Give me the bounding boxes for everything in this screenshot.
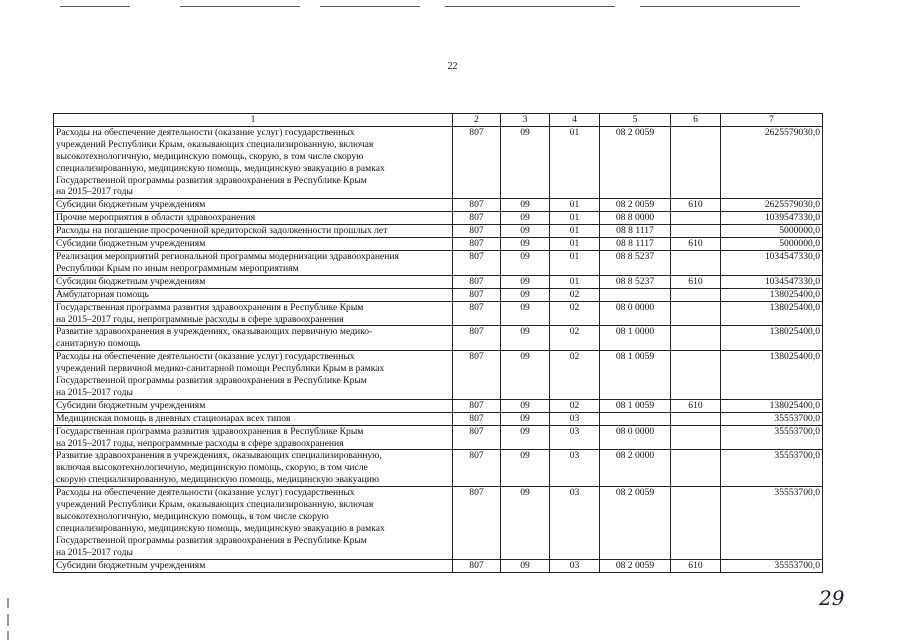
description-line: высокотехнологичную, медицинскую помощь, скорую, в том числе скорую (56, 150, 364, 162)
amount: 1034547330,0 (721, 275, 823, 288)
table-row (54, 326, 823, 351)
amount: 138025400,0 (721, 288, 823, 301)
row-description (54, 250, 453, 275)
subsection-code: 03 (550, 425, 600, 450)
expense-type-code: 610 (671, 275, 721, 288)
amount: 35553700,0 (721, 412, 823, 425)
subsection-code: 02 (550, 351, 600, 400)
section-code: 09 (501, 412, 550, 425)
table-row (54, 250, 823, 275)
section-code: 09 (501, 212, 550, 225)
amount: 2625579030,0 (721, 199, 823, 212)
table-row (54, 425, 823, 450)
amount: 138025400,0 (721, 351, 823, 400)
ministry-code: 807 (453, 399, 501, 412)
description-line: Амбулаторная помощь (56, 288, 149, 300)
handwritten-number: 29 (819, 586, 845, 610)
row-description (54, 301, 453, 326)
row-description (54, 126, 453, 198)
row-description (54, 450, 453, 487)
target-article-code: 08 2 0059 (600, 559, 671, 572)
section-code: 09 (501, 326, 550, 351)
description-line: специализированную, медицинскую помощь, медицинскую эвакуацию в рамках (56, 522, 385, 534)
row-description (54, 425, 453, 450)
description-line: учреждений Республики Крым, оказывающих специализированную, включая (56, 138, 374, 150)
description-line: Прочие мероприятия в области здравоохранения (56, 212, 256, 224)
description-line: Субсидии бюджетным учреждениям (56, 275, 206, 287)
margin-mark (7, 598, 9, 640)
ministry-code: 807 (453, 301, 501, 326)
expense-type-code (671, 288, 721, 301)
subsection-code: 01 (550, 250, 600, 275)
description-line: Расходы на обеспечение деятельности (оказание услуг) государственных (56, 126, 355, 138)
table-row (54, 275, 823, 288)
section-code: 09 (501, 425, 550, 450)
expense-type-code (671, 412, 721, 425)
row-description (54, 351, 453, 400)
row-description (54, 412, 453, 425)
ministry-code: 807 (453, 425, 501, 450)
column-header: 1 (54, 114, 453, 127)
section-code: 09 (501, 126, 550, 198)
ministry-code: 807 (453, 450, 501, 487)
section-code: 09 (501, 275, 550, 288)
ministry-code: 807 (453, 212, 501, 225)
table-row (54, 301, 823, 326)
row-description (54, 559, 453, 572)
description-line: Развитие здравоохранения в учреждениях, оказывающих первичную медико- (56, 326, 373, 338)
table-row (54, 559, 823, 572)
row-description (54, 326, 453, 351)
target-article-code: 08 2 0059 (600, 199, 671, 212)
target-article-code: 08 8 5237 (600, 250, 671, 275)
ministry-code: 807 (453, 487, 501, 559)
expense-type-code: 610 (671, 238, 721, 251)
description-line: учреждений первичной медико-санитарной помощи Республики Крым в рамках (56, 363, 385, 375)
ministry-code: 807 (453, 238, 501, 251)
amount: 5000000,0 (721, 238, 823, 251)
expense-type-code (671, 126, 721, 198)
description-line: на 2015–2017 годы, непрограммные расходы в сфере здравоохранения (56, 313, 344, 325)
budget-table (53, 113, 823, 573)
amount: 35553700,0 (721, 487, 823, 559)
table-row (54, 199, 823, 212)
table-row (54, 351, 823, 400)
ministry-code: 807 (453, 126, 501, 198)
target-article-code: 08 8 1117 (600, 238, 671, 251)
description-line: Государственная программа развития здравоохранения в Республике Крым (56, 301, 364, 313)
description-line: скорую специализированную, медицинскую помощь, медицинскую эвакуацию (56, 474, 380, 486)
table-row (54, 399, 823, 412)
target-article-code: 08 8 0000 (600, 212, 671, 225)
description-line: Государственная программа развития здравоохранения в Республике Крым (56, 425, 364, 437)
description-line: специализированную, медицинскую помощь, медицинскую эвакуацию в рамках (56, 162, 385, 174)
description-line: на 2015–2017 годы (56, 386, 133, 398)
amount: 138025400,0 (721, 301, 823, 326)
description-line: Медицинская помощь в дневных стационарах всех типов (56, 412, 291, 424)
section-code: 09 (501, 559, 550, 572)
table-row (54, 487, 823, 559)
expense-type-code: 610 (671, 199, 721, 212)
description-line: Развитие здравоохранения в учреждениях, оказывающих специализированную, (56, 450, 382, 462)
target-article-code: 08 1 0059 (600, 399, 671, 412)
ministry-code: 807 (453, 288, 501, 301)
subsection-code: 02 (550, 288, 600, 301)
subsection-code: 01 (550, 199, 600, 212)
subsection-code: 01 (550, 126, 600, 198)
description-line: включая высокотехнологичную, медицинскую помощь, скорую, в том числе (56, 462, 368, 474)
section-code: 09 (501, 399, 550, 412)
section-code: 09 (501, 351, 550, 400)
table-row (54, 450, 823, 487)
expense-type-code (671, 212, 721, 225)
subsection-code: 01 (550, 238, 600, 251)
subsection-code: 03 (550, 412, 600, 425)
target-article-code: 08 1 0059 (600, 351, 671, 400)
top-border-line (60, 6, 130, 7)
table-header (54, 114, 823, 127)
description-line: Реализация мероприятий региональной программы модернизации здравоохранения (56, 250, 399, 262)
table-row (54, 238, 823, 251)
handwritten-signature (816, 586, 856, 610)
amount: 5000000,0 (721, 225, 823, 238)
section-code: 09 (501, 225, 550, 238)
description-line: Расходы на погашение просроченной кредиторской задолженности прошлых лет (56, 225, 388, 237)
table-body (54, 126, 823, 572)
target-article-code: 08 1 0000 (600, 326, 671, 351)
row-description (54, 212, 453, 225)
amount: 35553700,0 (721, 425, 823, 450)
ministry-code: 807 (453, 559, 501, 572)
subsection-code: 03 (550, 559, 600, 572)
amount: 1039547330,0 (721, 212, 823, 225)
row-description (54, 399, 453, 412)
expense-type-code (671, 225, 721, 238)
target-article-code: 08 8 5237 (600, 275, 671, 288)
expense-type-code (671, 250, 721, 275)
subsection-code: 03 (550, 487, 600, 559)
target-article-code: 08 2 0059 (600, 487, 671, 559)
page-number: 22 (447, 61, 458, 72)
section-code: 09 (501, 250, 550, 275)
table-row (54, 212, 823, 225)
description-line: Субсидии бюджетным учреждениям (56, 238, 206, 250)
section-code: 09 (501, 487, 550, 559)
row-description (54, 225, 453, 238)
ministry-code: 807 (453, 275, 501, 288)
target-article-code: 08 8 1117 (600, 225, 671, 238)
description-line: Субсидии бюджетным учреждениям (56, 399, 206, 411)
description-line: Государственной программы развития здравоохранения в Республике Крым (56, 174, 367, 186)
expense-type-code (671, 425, 721, 450)
description-line: санитарную помощь (56, 338, 141, 350)
amount: 138025400,0 (721, 326, 823, 351)
row-description (54, 199, 453, 212)
ministry-code: 807 (453, 225, 501, 238)
column-number-row (54, 114, 823, 127)
section-code: 09 (501, 288, 550, 301)
ministry-code: 807 (453, 326, 501, 351)
column-header: 3 (501, 114, 550, 127)
amount: 35553700,0 (721, 450, 823, 487)
row-description (54, 288, 453, 301)
expense-type-code: 610 (671, 399, 721, 412)
column-header: 2 (453, 114, 501, 127)
subsection-code: 01 (550, 212, 600, 225)
description-line: Государственной программы развития здравоохранения в Республике Крым (56, 534, 367, 546)
subsection-code: 01 (550, 225, 600, 238)
column-header: 4 (550, 114, 600, 127)
section-code: 09 (501, 238, 550, 251)
top-border-line (180, 6, 300, 7)
top-border-line (320, 6, 420, 7)
expense-type-code: 610 (671, 559, 721, 572)
expense-type-code (671, 301, 721, 326)
ministry-code: 807 (453, 412, 501, 425)
subsection-code: 02 (550, 399, 600, 412)
target-article-code: 08 2 0000 (600, 450, 671, 487)
subsection-code: 01 (550, 275, 600, 288)
ministry-code: 807 (453, 351, 501, 400)
target-article-code: 08 0 0000 (600, 301, 671, 326)
description-line: на 2015–2017 годы (56, 546, 133, 558)
amount: 35553700,0 (721, 559, 823, 572)
section-code: 09 (501, 301, 550, 326)
top-border-line (640, 6, 800, 7)
ministry-code: 807 (453, 199, 501, 212)
subsection-code: 02 (550, 326, 600, 351)
description-line: учреждений Республики Крым, оказывающих специализированную, включая (56, 499, 374, 511)
row-description (54, 275, 453, 288)
target-article-code (600, 412, 671, 425)
column-header: 7 (721, 114, 823, 127)
target-article-code (600, 288, 671, 301)
amount: 138025400,0 (721, 399, 823, 412)
column-header: 6 (671, 114, 721, 127)
description-line: высокотехнологичную, медицинскую помощь, в том числе скорую (56, 511, 329, 522)
subsection-code: 02 (550, 301, 600, 326)
description-line: на 2015–2017 годы, непрограммные расходы в сфере здравоохранения (56, 437, 344, 449)
amount: 1034547330,0 (721, 250, 823, 275)
description-line: Расходы на обеспечение деятельности (оказание услуг) государственных (56, 487, 355, 499)
expense-type-code (671, 326, 721, 351)
subsection-code: 03 (550, 450, 600, 487)
description-line: Республики Крым по иным непрограммным мероприятиям (56, 262, 299, 274)
table-row (54, 225, 823, 238)
description-line: на 2015–2017 годы (56, 186, 133, 198)
description-line: Государственной программы развития здравоохранения в Республике Крым (56, 375, 367, 387)
section-code: 09 (501, 450, 550, 487)
column-header: 5 (600, 114, 671, 127)
section-code: 09 (501, 199, 550, 212)
expense-type-code (671, 450, 721, 487)
amount: 2625579030,0 (721, 126, 823, 198)
expense-type-code (671, 487, 721, 559)
table-row (54, 288, 823, 301)
ministry-code: 807 (453, 250, 501, 275)
row-description (54, 238, 453, 251)
table-row (54, 126, 823, 198)
description-line: Субсидии бюджетным учреждениям (56, 559, 206, 571)
table-row (54, 412, 823, 425)
description-line: Субсидии бюджетным учреждениям (56, 199, 206, 211)
row-description (54, 487, 453, 559)
target-article-code: 08 0 0000 (600, 425, 671, 450)
description-line: Расходы на обеспечение деятельности (оказание услуг) государственных (56, 351, 355, 363)
expense-type-code (671, 351, 721, 400)
target-article-code: 08 2 0059 (600, 126, 671, 198)
top-border-line (445, 6, 615, 7)
